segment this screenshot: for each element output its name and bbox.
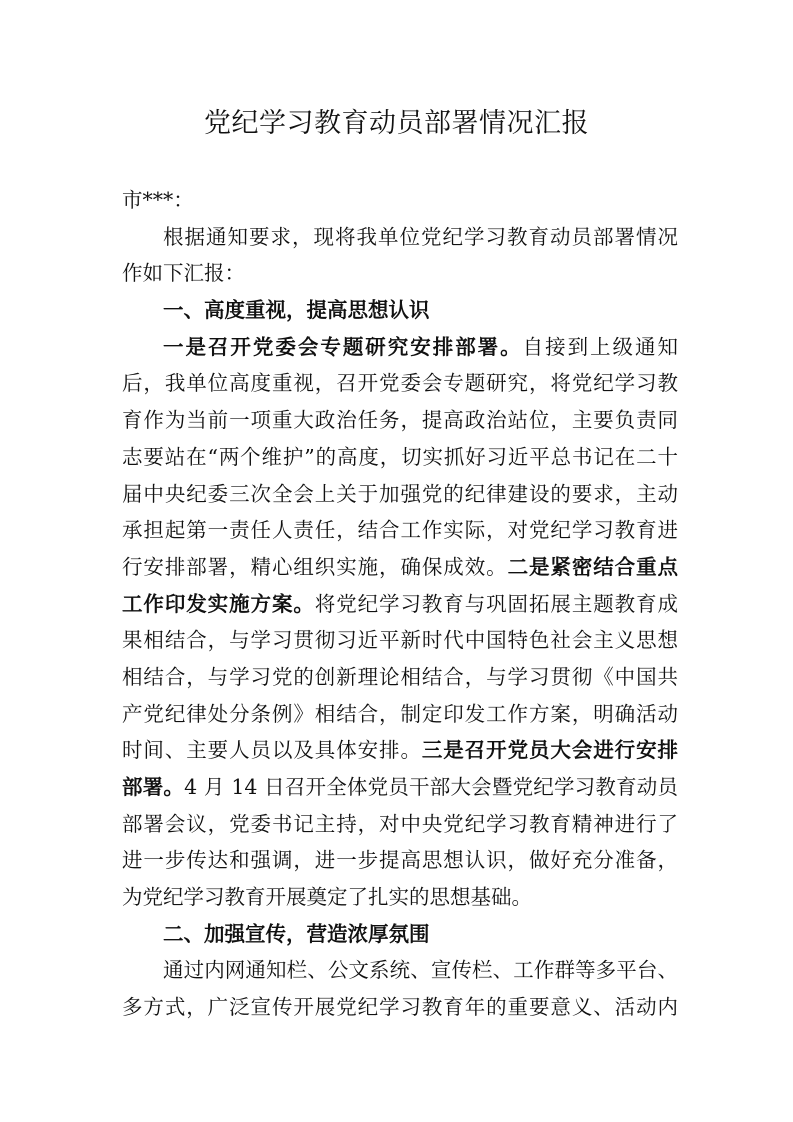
section-1-line-7 [122, 549, 678, 586]
section-1-line-9: 果相结合，与学习贯彻习近平新时代中国特色社会主义思想 [122, 628, 678, 653]
section-1-line-12-text: 时间、主要人员以及具体安排。 [122, 738, 422, 763]
point-1-title: 一是召开党委会专题研究安排部署。 [163, 334, 523, 359]
point-2-title-part-2: 工作印发实施方案。 [122, 591, 315, 616]
section-1-line-5: 届中央纪委三次全会上关于加强党的纪律建设的要求，主动 [122, 481, 678, 506]
salutation: 市***： [122, 188, 194, 212]
point-3-title-part-2: 部署。 [122, 775, 185, 799]
section-2-line-1: 通过内网通知栏、公文系统、宣传栏、工作群等多平台、 [163, 958, 678, 983]
section-1-line-13 [122, 769, 678, 806]
section-1-line-14: 部署会议，党委书记主持，对中央党纪学习教育精神进行了 [122, 811, 678, 836]
section-1-line-2: 后，我单位高度重视，召开党委会专题研究，将党纪学习教 [122, 371, 678, 396]
section-1-line-3: 育作为当前一项重大政治任务，提高政治站位，主要负责同 [122, 408, 678, 433]
section-1-heading: 一、高度重视，提高思想认识 [163, 298, 430, 323]
section-1-line-13-text: 4 月 14 日召开全体党员干部大会暨党纪学习教育动员 [184, 775, 678, 799]
document-body [122, 182, 678, 1026]
section-1-line-16: 为党纪学习教育开展奠定了扎实的思想基础。 [122, 885, 532, 910]
section-1-line-15: 进一步传达和强调，进一步提高思想认识，做好充分准备， [122, 848, 678, 873]
intro-line-1: 根据通知要求，现将我单位党纪学习教育动员部署情况 [163, 224, 678, 249]
section-1-line-1 [122, 329, 678, 366]
intro-line-2: 作如下汇报： [122, 261, 245, 286]
section-1-line-4: 志要站在“两个维护”的高度，切实抓好习近平总书记在二十 [122, 444, 678, 469]
section-1-line-7-text: 行安排部署，精心组织实施，确保成效。 [122, 554, 508, 579]
section-1-line-10: 相结合，与学习党的创新理论相结合，与学习贯彻《中国共 [122, 664, 678, 689]
section-1-line-6: 承担起第一责任人责任，结合工作实际，对党纪学习教育进 [122, 518, 678, 543]
point-2-title-part-1: 二是紧密结合重点 [507, 554, 678, 579]
section-1-line-12 [122, 732, 678, 769]
section-1-line-11: 产党纪律处分条例》相结合，制定印发工作方案，明确活动 [122, 701, 678, 726]
section-2-line-2: 多方式，广泛宣传开展党纪学习教育年的重要意义、活动内 [122, 995, 678, 1020]
section-1-line-8 [122, 586, 678, 623]
document-title: 党纪学习教育动员部署情况汇报 [204, 108, 589, 139]
section-1-line-1-text: 自接到上级通知 [522, 334, 678, 359]
section-2-heading: 二、加强宣传，营造浓厚氛围 [163, 921, 430, 946]
section-1-line-8-text: 将党纪学习教育与巩固拓展主题教育成 [314, 591, 678, 616]
point-3-title-part-1: 三是召开党员大会进行安排 [421, 738, 678, 763]
